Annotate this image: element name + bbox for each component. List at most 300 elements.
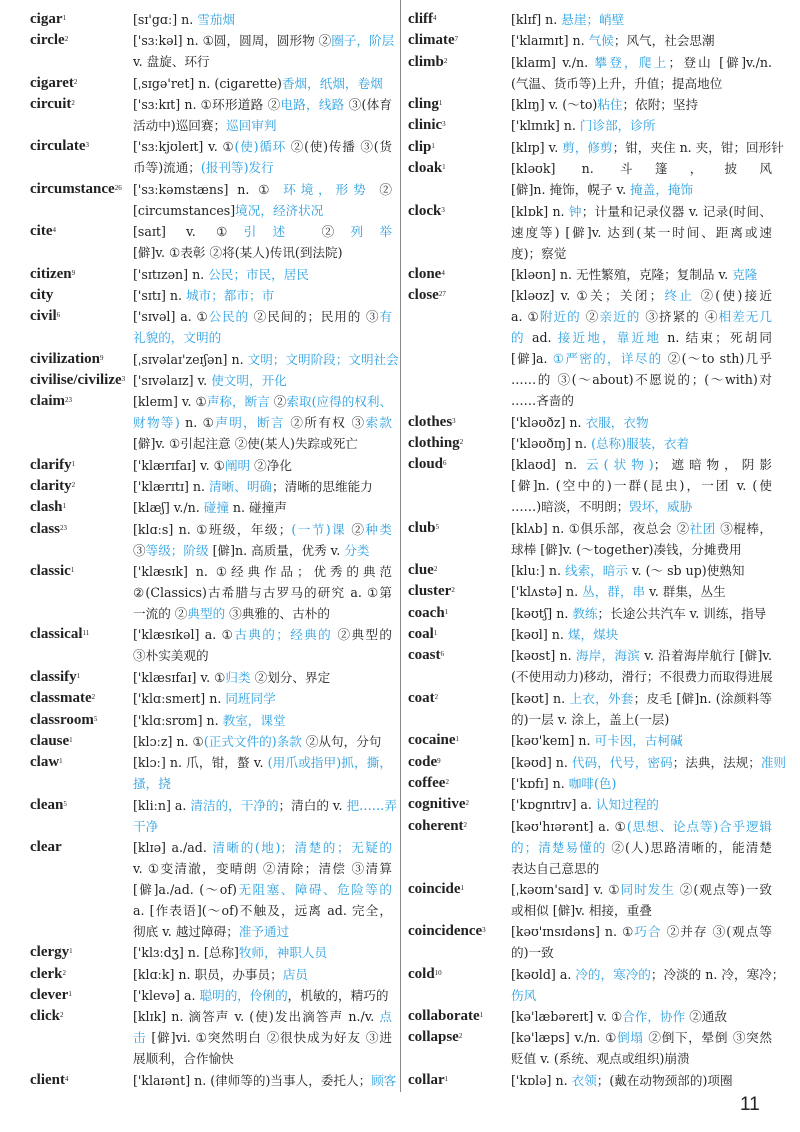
highlighted-meaning: 代码，代号，密码 — [571, 754, 673, 770]
dictionary-entry — [30, 1006, 392, 1069]
frequency-superscript: 3 — [121, 374, 126, 383]
definition-text: ③(体育 — [344, 97, 392, 113]
definition-line — [511, 179, 772, 200]
definition-text: ['klɑːsrʊm] n. — [133, 712, 223, 728]
headword-text: classic — [30, 563, 71, 580]
definition-text: ['sɪvəl] a. ① — [133, 309, 209, 325]
definition-line — [133, 624, 392, 645]
definition-line — [511, 730, 772, 751]
highlighted-meaning: 雪茄烟 — [197, 12, 236, 27]
headword-text: close — [408, 287, 439, 304]
dictionary-entry — [30, 476, 392, 497]
frequency-superscript: 4 — [432, 14, 437, 22]
definition-text: [ˌsɪvəlaɪ'zeɪʃən] n. — [133, 351, 248, 367]
definition-line — [511, 348, 772, 369]
dictionary-entry — [408, 773, 772, 794]
definition-text: ['klæsɪkəl] a. ① — [133, 627, 235, 643]
definition-text: ；冷淡的 n. 冷，寒冷； — [650, 966, 785, 982]
dictionary-entry — [408, 1006, 772, 1027]
dictionary-entry — [408, 94, 772, 115]
headword-text: citizen — [30, 265, 72, 282]
headword — [408, 603, 511, 624]
definition-text: [ˌsɪgə'ret] n. (cigarette) — [133, 75, 282, 91]
definition — [133, 964, 392, 985]
dictionary-entry — [30, 30, 395, 72]
definition-line — [511, 645, 772, 666]
highlighted-meaning: 掩盖，掩饰 — [630, 182, 694, 198]
dictionary-entry — [30, 752, 392, 794]
headword — [30, 519, 133, 561]
headword-text: circumstance — [30, 180, 115, 197]
definition — [133, 221, 392, 263]
definition — [511, 518, 772, 560]
headword — [30, 455, 133, 476]
headword — [408, 412, 511, 433]
highlighted-meaning: 公民；市民，居民 — [208, 266, 309, 282]
definition-line — [511, 137, 784, 158]
headword — [408, 285, 511, 411]
highlighted-meaning: 归类 — [225, 669, 251, 685]
headword-text: clothes — [408, 413, 453, 430]
frequency-superscript: 1 — [460, 883, 464, 892]
headword — [30, 964, 133, 985]
highlighted-meaning: 攀登，爬上 — [594, 54, 669, 70]
definition-text: [kəʊ'hɪərənt] a. ① — [511, 818, 627, 834]
definition-text: ['klærɪfaɪ] v. ① — [133, 457, 225, 473]
headword — [408, 752, 511, 773]
headword-text: coincidence — [408, 923, 483, 940]
definition-text: [klɔː] n. 爪，钳，螯 v. — [133, 755, 268, 771]
headword-text: class — [30, 520, 60, 537]
headword-text: clock — [408, 202, 442, 219]
headword-text: cocaine — [408, 732, 456, 749]
highlighted-meaning: 有 — [379, 309, 392, 325]
frequency-superscript: 2 — [463, 820, 468, 829]
headword — [408, 52, 511, 94]
definition-line — [511, 201, 772, 222]
definition-line — [133, 710, 392, 731]
dictionary-entry — [408, 433, 772, 454]
definition-text: 的)一层 v. 涂上，盖上(一层) — [511, 711, 670, 727]
highlighted-meaning: 冷的，寒冷的 — [575, 966, 651, 982]
definition-text: ad. — [525, 330, 558, 346]
highlighted-meaning: 准则 — [760, 754, 786, 770]
headword — [30, 9, 133, 30]
definition-line — [511, 264, 772, 285]
dictionary-entry — [408, 581, 772, 602]
frequency-superscript: 1 — [444, 1074, 449, 1083]
dictionary-entry — [30, 179, 392, 221]
definition-text: ② — [370, 181, 392, 197]
definition-text: [僻]vi. ①突然明白 ②很快成为好友 ③进 — [146, 1030, 392, 1046]
definition-line — [133, 327, 392, 348]
page-number: 11 — [740, 1094, 760, 1115]
definition — [133, 455, 392, 476]
highlighted-meaning: 巧合 — [634, 924, 662, 940]
definition-text: [ˌkəʊɪn'saɪd] v. ① — [511, 881, 621, 897]
definition-text: n. 碰撞声 — [228, 500, 287, 516]
definition — [511, 1006, 772, 1027]
frequency-superscript: 1 — [444, 607, 449, 616]
frequency-superscript: 5 — [435, 522, 440, 531]
highlighted-meaning: 衣服，衣物 — [585, 414, 649, 430]
frequency-superscript: 1 — [479, 1011, 484, 1020]
headword — [30, 370, 133, 391]
dictionary-entry — [408, 137, 784, 158]
definition-text: [kəʊd] n. — [511, 754, 572, 770]
headword-text: collaborate — [408, 1008, 480, 1025]
headword-text: cite — [30, 223, 53, 240]
highlighted-meaning: 教练 — [572, 605, 598, 621]
definition-text: ②净化 — [250, 457, 292, 473]
definition-line — [133, 73, 392, 94]
definition — [133, 1070, 397, 1091]
definition-line — [511, 539, 772, 560]
definition — [133, 94, 392, 136]
headword — [408, 518, 511, 560]
definition-text: ['sɪtɪ] n. — [133, 287, 186, 303]
definition-line — [511, 390, 772, 411]
headword-text: code — [408, 753, 438, 770]
definition — [511, 52, 772, 94]
definition-text: ，机敏的，精巧的 — [287, 988, 389, 1004]
definition-line — [511, 433, 772, 454]
highlighted-meaning: 电路，线路 — [280, 97, 345, 113]
highlighted-meaning: 可卡因，古柯碱 — [594, 733, 683, 749]
headword-text: circuit — [30, 96, 72, 113]
highlighted-meaning: 列举 — [350, 224, 393, 240]
frequency-superscript: 2 — [64, 35, 69, 44]
frequency-superscript: 2 — [465, 799, 469, 808]
highlighted-meaning: 倒塌 — [617, 1030, 644, 1046]
frequency-superscript: 26 — [114, 183, 122, 192]
frequency-superscript: 23 — [60, 523, 67, 532]
frequency-superscript: 1 — [442, 163, 446, 172]
definition-text: ['sɪvəlaɪz] v. — [133, 372, 212, 388]
highlighted-meaning: 清晰的(地)；清楚的；无疑的 — [212, 839, 392, 855]
headword — [408, 816, 511, 879]
definition-text: ②所有权 ③ — [285, 415, 366, 431]
headword — [30, 1006, 133, 1069]
frequency-superscript: 2 — [62, 968, 66, 977]
headword-text: clip — [408, 138, 432, 155]
definition — [133, 752, 392, 794]
headword — [30, 624, 133, 666]
definition-text: 的)一致 — [511, 945, 554, 961]
definition-text: [僻]a. — [511, 351, 553, 367]
dictionary-entry — [30, 349, 399, 370]
definition-line — [511, 666, 772, 687]
frequency-superscript: 1 — [76, 671, 81, 680]
definition-line — [133, 688, 392, 709]
headword — [408, 560, 511, 581]
definition-line — [511, 921, 772, 942]
definition-text: ②从句，分句 — [301, 733, 382, 749]
highlighted-meaning: (用爪或指甲)抓，撕， — [267, 755, 392, 771]
highlighted-meaning: 圈子，阶层 — [331, 33, 395, 49]
headword — [408, 158, 511, 200]
highlighted-meaning: 附近的 — [539, 309, 581, 325]
headword-text: collar — [408, 1071, 445, 1088]
headword-text: clause — [30, 732, 70, 749]
headword — [408, 879, 511, 921]
headword — [408, 1027, 511, 1069]
frequency-superscript: 2 — [451, 586, 455, 595]
definition-line — [511, 73, 772, 94]
frequency-superscript: 2 — [71, 99, 75, 108]
highlighted-meaning: ①严密的，详尽的 — [552, 351, 663, 367]
highlighted-meaning: 亲近的 — [599, 309, 641, 325]
definition — [511, 454, 772, 517]
frequency-superscript: 1 — [62, 502, 67, 511]
highlighted-meaning: (一节)课 — [291, 521, 347, 537]
highlighted-meaning: 公民的 — [208, 309, 249, 325]
definition-text: [kəʊtʃ] n. — [511, 605, 573, 621]
headword — [30, 73, 133, 94]
definition — [133, 710, 392, 731]
headword-text: clever — [30, 987, 69, 1004]
definition-text: ②(～to sth)几乎 — [662, 351, 772, 367]
definition — [511, 752, 786, 773]
definition-line — [511, 475, 772, 496]
headword — [30, 285, 133, 306]
frequency-superscript: 2 — [433, 565, 438, 574]
definition-text: [僻]v. ①表彰 ②将(某人)传讯(到法院) — [133, 245, 343, 261]
definition-line — [511, 222, 772, 243]
headword — [30, 942, 133, 963]
definition — [133, 370, 392, 391]
headword — [408, 137, 511, 158]
definition — [511, 137, 784, 158]
headword — [408, 624, 511, 645]
definition-text: [sɪ'gɑː] n. — [133, 12, 198, 27]
definition-line — [133, 540, 392, 561]
dictionary-entry — [408, 816, 772, 879]
definition-line — [133, 412, 392, 433]
definition — [511, 412, 772, 433]
definition-text: ['kɒgnɪtɪv] a. — [511, 797, 596, 813]
frequency-superscript: 9 — [437, 756, 441, 765]
headword — [30, 752, 133, 794]
definition-line — [511, 496, 772, 517]
definition-text: n. ① — [179, 415, 216, 431]
definition-line — [133, 433, 392, 454]
headword-text: clergy — [30, 944, 70, 961]
highlighted-meaning: 清洁的，干净的 — [190, 797, 279, 813]
definition-text: [kliːn] a. — [133, 797, 191, 813]
definition-line — [133, 30, 395, 51]
highlighted-meaning: 环境，形势 — [283, 181, 371, 197]
definition-line — [133, 94, 392, 115]
headword-text: clash — [30, 499, 63, 516]
highlighted-meaning: 剪，修剪 — [562, 139, 613, 155]
headword-text: clear — [30, 838, 62, 855]
dictionary-entry — [408, 964, 785, 1006]
highlighted-meaning: 使文明，开化 — [211, 372, 287, 388]
definition-line — [511, 306, 772, 327]
frequency-superscript: 1 — [431, 141, 435, 150]
dictionary-column-left — [30, 9, 399, 1091]
definition-text: [klɑːk] n. 职员，办事员； — [133, 966, 283, 982]
definition-text: ；计量和记录仪器 v. 记录(时间、 — [581, 203, 773, 219]
dictionary-entry — [408, 30, 772, 51]
frequency-superscript: 11 — [82, 629, 90, 638]
dictionary-entry — [30, 667, 392, 688]
definition — [133, 30, 395, 72]
definition-text: ；(戴在动物颈部的)项圈 — [596, 1072, 733, 1088]
headword-text: clarity — [30, 478, 72, 495]
highlighted-meaning: 古典的；经典的 — [234, 627, 333, 643]
highlighted-meaning: 伤风 — [511, 987, 537, 1003]
definition-line — [511, 52, 772, 73]
definition-text: [kəʊl] n. — [511, 627, 568, 643]
definition — [133, 9, 392, 30]
definition-line — [511, 243, 772, 264]
dictionary-entry — [408, 794, 772, 815]
highlighted-meaning: 线索，暗示 — [564, 563, 628, 579]
definition — [511, 879, 772, 921]
definition-text: [kə'læbəreɪt] v. ① — [511, 1009, 623, 1025]
definition — [511, 921, 772, 963]
definition-text: ；长途公共汽车 v. 训练，指导 — [597, 605, 767, 621]
headword-text: client — [30, 1071, 65, 1088]
definition — [133, 306, 392, 348]
definition-line — [511, 1070, 772, 1091]
dictionary-entry — [408, 1027, 772, 1069]
definition-text: ②(Classics)古希腊与古罗马的研究 a. ①第 — [133, 585, 392, 601]
definition-line — [511, 369, 772, 390]
frequency-superscript: 4 — [441, 268, 445, 277]
highlighted-meaning: 顾客 — [371, 1072, 397, 1088]
headword-text: coincide — [408, 880, 461, 897]
headword-text: cognitive — [408, 796, 466, 813]
highlighted-meaning: (思想、论点等)合乎逻辑 — [626, 818, 773, 834]
highlighted-meaning: 财物等) — [133, 415, 180, 431]
headword-text: club — [408, 519, 436, 536]
headword — [30, 688, 133, 709]
definition-text: ['klɜːdʒ] n. [总称] — [133, 945, 239, 961]
highlighted-meaning: 克隆 — [732, 266, 758, 282]
definition-text: ['kləʊðz] n. — [511, 414, 586, 430]
definition-text: ；登山 [僻]v./n. — [668, 54, 773, 70]
definition-text: ；清晰的思维能力 — [272, 479, 373, 495]
definition-line — [133, 242, 392, 263]
frequency-superscript: 1 — [438, 99, 443, 108]
headword-text: climate — [408, 32, 455, 49]
definition-text: [kəʊst] n. — [511, 648, 576, 664]
highlighted-meaning: 钟 — [568, 203, 582, 219]
frequency-superscript: 2 — [445, 777, 449, 786]
highlighted-meaning: 引述 — [243, 224, 302, 240]
definition-text: 彻底 v. 越过障碍； — [133, 923, 239, 939]
frequency-superscript: 1 — [70, 566, 75, 575]
definition — [133, 688, 392, 709]
definition-text: [僻]a./ad. (～of) — [133, 881, 237, 897]
definition-line — [511, 1048, 772, 1069]
headword — [30, 30, 133, 72]
dictionary-entry — [408, 518, 772, 560]
highlighted-meaning: 礼貌的，文明的 — [133, 330, 222, 346]
highlighted-meaning: 搔，挠 — [133, 776, 171, 792]
dictionary-entry — [408, 879, 772, 921]
frequency-superscript: 1 — [62, 14, 66, 22]
definition-text: 贬值 v. (系统、观点或组织)崩溃 — [511, 1051, 690, 1067]
definition-text: [kəʊt] n. — [511, 690, 570, 706]
headword — [30, 497, 133, 518]
definition-line — [511, 581, 772, 602]
definition — [511, 94, 772, 115]
dictionary-entry — [30, 519, 392, 561]
definition-line — [133, 306, 392, 327]
headword — [30, 795, 133, 837]
definition-line — [133, 1070, 397, 1091]
definition — [133, 624, 392, 666]
highlighted-meaning: (正式文件的)条款 — [203, 733, 302, 749]
highlighted-meaning: 阐明 — [224, 457, 251, 473]
definition-text: 币等)流通； — [133, 160, 201, 176]
definition — [511, 624, 772, 645]
highlighted-meaning: 聪明的，伶俐的 — [199, 988, 288, 1004]
dictionary-entry — [30, 561, 392, 624]
definition-text: (气温、货币等)上升，升值；提高地位 — [511, 75, 723, 91]
headword — [408, 688, 511, 730]
highlighted-meaning: 干净 — [133, 818, 159, 834]
definition-text: ['sɪtɪzən] n. — [133, 266, 209, 282]
dictionary-entry — [30, 731, 392, 752]
highlighted-meaning: 气候 — [588, 33, 614, 49]
definition-line — [133, 645, 392, 666]
definition-line — [511, 560, 772, 581]
definition-line — [511, 985, 772, 1006]
definition-text: 展顺利，合作愉快 — [133, 1051, 234, 1067]
headword — [30, 710, 133, 731]
definition — [511, 645, 772, 687]
highlighted-meaning: 碰撞 — [203, 500, 229, 516]
definition-line — [133, 942, 392, 963]
headword-text: cloak — [408, 160, 443, 177]
definition-text: 度)；察觉 — [511, 245, 567, 261]
definition-text: ['sɜːkɪt] n. ①环形道路 ② — [133, 97, 281, 113]
highlighted-meaning: 云(状物) — [586, 457, 654, 473]
highlighted-meaning: 门诊部，诊所 — [579, 118, 656, 134]
headword-text: classical — [30, 626, 83, 643]
highlighted-meaning: 点 — [379, 1009, 392, 1025]
definition-text: ；钳，夹住 n. 夹，钳；回形针 — [612, 139, 784, 155]
definition-text: ② — [346, 521, 366, 537]
definition-line — [133, 1048, 392, 1069]
frequency-superscript: 4 — [65, 1074, 69, 1083]
definition-text: ②(使)传播 ③(货 — [286, 139, 392, 155]
highlighted-meaning: 典型的 — [187, 606, 226, 622]
frequency-superscript: 23 — [65, 396, 72, 405]
definition-line — [511, 709, 772, 730]
frequency-superscript: 9 — [71, 268, 76, 277]
definition — [511, 201, 772, 264]
highlighted-meaning: 香烟，纸烟，卷烟 — [281, 75, 383, 91]
highlighted-meaning: 清晰、明确 — [209, 479, 273, 495]
definition-text: [klɑːs] n. ①班级，年级； — [133, 521, 292, 537]
headword — [408, 454, 511, 517]
dictionary-entry — [408, 52, 772, 94]
headword-text: civilization — [30, 350, 100, 367]
headword — [30, 561, 133, 624]
definition-line — [133, 900, 392, 921]
headword — [408, 794, 511, 815]
definition-line — [511, 454, 772, 475]
highlighted-meaning: 的 — [511, 330, 526, 346]
dictionary-entry — [408, 158, 772, 200]
definition-line — [133, 1006, 392, 1027]
